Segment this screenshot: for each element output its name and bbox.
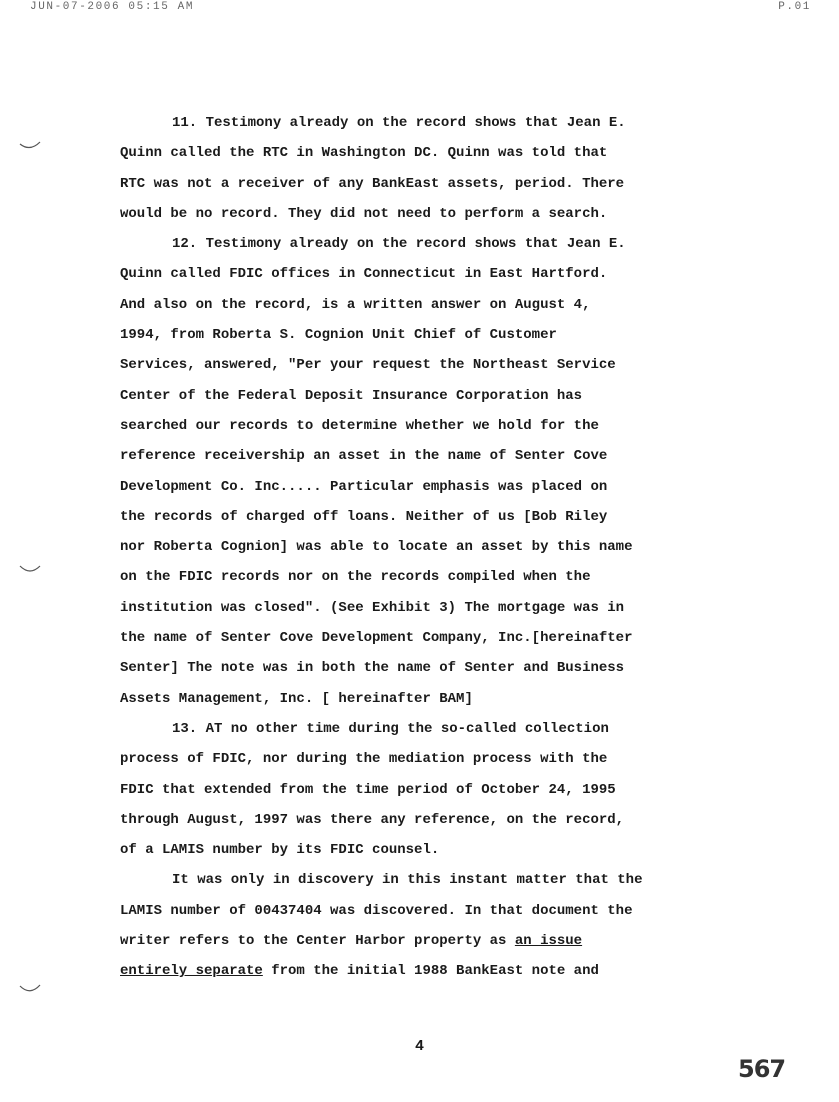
text-line: entirely separate from the initial 1988 BankEast note and xyxy=(120,963,599,980)
text-line: the name of Senter Cove Development Company, Inc.[hereinafter xyxy=(120,630,633,647)
text-line: 12. Testimony already on the record shows that Jean E. xyxy=(172,236,626,253)
text-line: process of FDIC, nor during the mediation process with the xyxy=(120,751,608,768)
fax-header-timestamp: JUN-07-2006 05:15 AM xyxy=(30,1,195,13)
text-line: 11. Testimony already on the record shows that Jean E. xyxy=(172,115,626,131)
text-line: Quinn called the RTC in Washington DC. Quinn was told that xyxy=(120,145,608,162)
punch-hole-mark-middle xyxy=(18,563,42,577)
text-line: through August, 1997 was there any reference, on the record, xyxy=(120,811,625,828)
page-number: 4 xyxy=(414,1038,424,1055)
text-line: Quinn called FDIC offices in Connecticut in East Hartford. xyxy=(120,266,608,283)
text-line: 1994, from Roberta S. Cognion Unit Chief of Customer xyxy=(120,327,557,344)
text-line: Services, answered, "Per your request the Northeast Service xyxy=(120,357,616,374)
text-line: would be no record. They did not need to perform a search. xyxy=(120,205,608,222)
text-line: 13. AT no other time during the so-called collection xyxy=(172,720,609,737)
text-line: Senter] The note was in both the name of Senter and Business xyxy=(120,660,625,677)
text-line: reference receivership an asset in the name of Senter Cove xyxy=(120,448,608,465)
punch-hole-mark-bottom xyxy=(18,983,42,997)
text-line: It was only in discovery in this instant matter that the xyxy=(172,872,643,889)
text-line: the records of charged off loans. Neither of us [Bob Riley xyxy=(120,508,608,525)
text-line: nor Roberta Cognion] was able to locate an asset by this name xyxy=(120,539,633,556)
underlined-phrase: entirely separate xyxy=(120,963,263,980)
text-line: on the FDIC records nor on the records compiled when the xyxy=(120,569,591,586)
document-body xyxy=(120,108,720,987)
fax-header-page: P.01 xyxy=(778,1,811,13)
punch-hole-mark-top xyxy=(18,140,42,154)
text-line: FDIC that extended from the time period of October 24, 1995 xyxy=(120,781,616,798)
underlined-phrase: an issue xyxy=(514,933,583,950)
bates-stamp: 567 xyxy=(738,1055,786,1083)
text-line: of a LAMIS number by its FDIC counsel. xyxy=(120,842,440,859)
text-line: writer refers to the Center Harbor property as an issue xyxy=(120,933,583,950)
text-line: institution was closed". (See Exhibit 3) The mortgage was in xyxy=(120,599,625,616)
text-line: LAMIS number of 00437404 was discovered. In that document the xyxy=(120,902,633,919)
text-line: Center of the Federal Deposit Insurance Corporation has xyxy=(120,387,583,404)
text-line: Development Co. Inc..... Particular emphasis was placed on xyxy=(120,478,608,495)
text-line: RTC was not a receiver of any BankEast assets, period. There xyxy=(120,175,625,192)
text-line: searched our records to determine whether we hold for the xyxy=(120,417,599,434)
text-line: And also on the record, is a written answer on August 4, xyxy=(120,296,591,313)
text-line: Assets Management, Inc. [ hereinafter BAM] xyxy=(120,690,473,707)
